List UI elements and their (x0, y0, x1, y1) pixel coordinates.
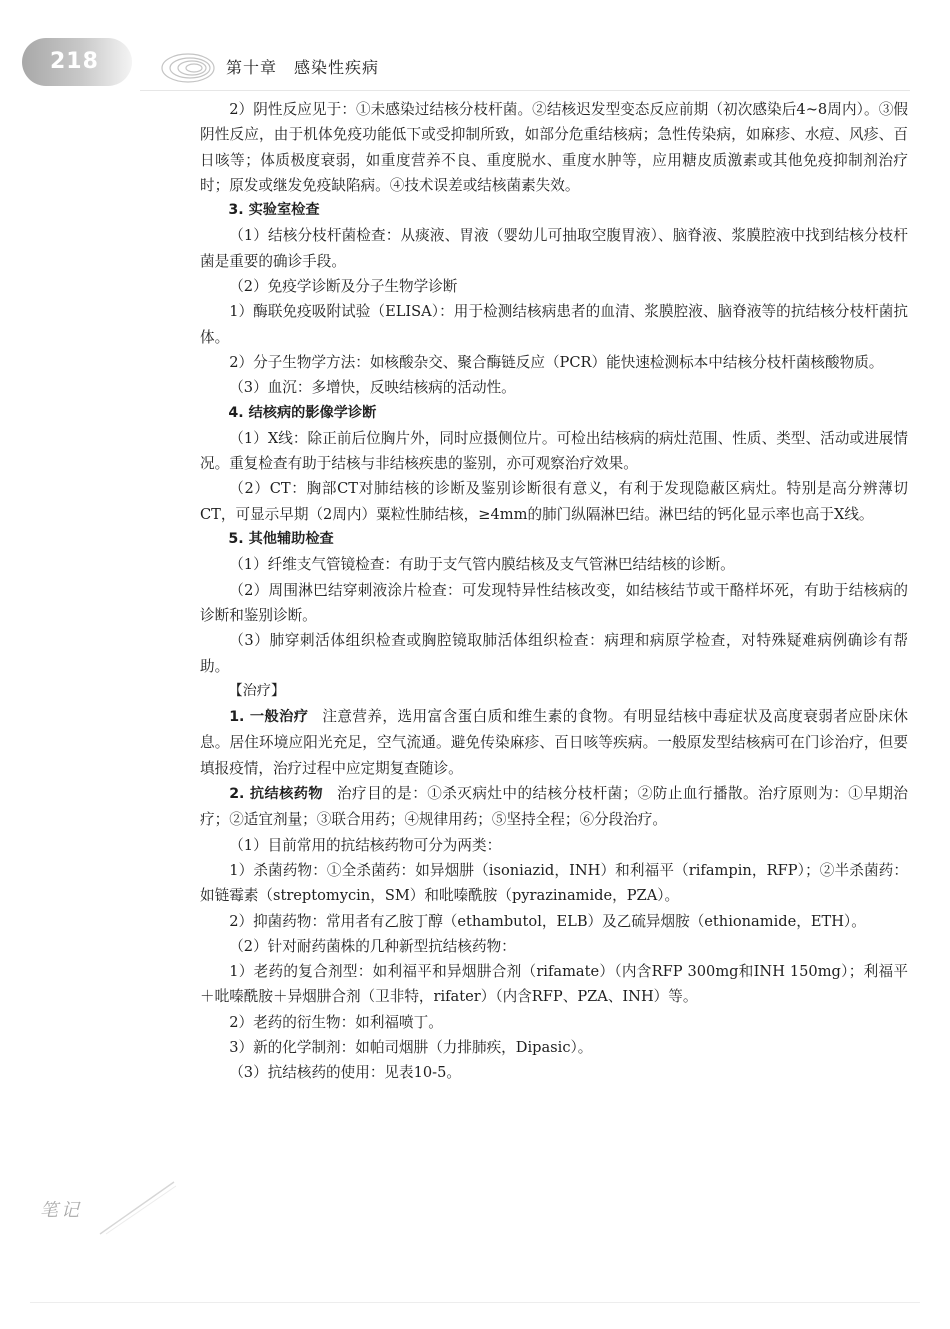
decorative-swirl-icon (156, 46, 216, 86)
paragraph: 1）酶联免疫吸附试验（ELISA）：用于检测结核病患者的血清、浆膜腔液、脑脊液等的抗结核分枝杆菌抗体。 (200, 303, 908, 346)
section-heading: 4. 结核病的影像学诊断 (228, 404, 377, 421)
notes-decoration-line (96, 1178, 178, 1236)
section-heading: 3. 实验室检查 (228, 202, 320, 219)
paragraph: （3）抗结核药的使用：见表10-5。 (229, 1064, 461, 1082)
paragraph: 1）老药的复合剂型：如利福平和异烟肼合剂（rifamate）（内含RFP 300mg和INH 150mg）；利福平＋吡嗪酰胺＋异烟肼合剂（卫非特，rifater）（内含RFP、PZA、INH）等。 (200, 963, 908, 1006)
paragraph: （1）X线：除正前后位胸片外，同时应摄侧位片。可检出结核病的病灶范围、性质、类型、活动或进展情况。重复检查有助于结核与非结核疾患的鉴别，亦可观察治疗效果。 (200, 429, 908, 473)
paragraph: （3）血沉：多增快，反映结核病的活动性。 (229, 379, 516, 397)
paragraph: （1）纤维支气管镜检查：有助于支气管内膜结核及支气管淋巴结结核的诊断。 (229, 556, 735, 574)
section-bracket-heading: 【治疗】 (228, 682, 286, 699)
paragraph: 2）老药的衍生物：如利福喷丁。 (229, 1013, 443, 1031)
paragraph: 3）新的化学制剂：如帕司烟肼（力排肺疾，Dipasic）。 (229, 1038, 593, 1056)
page-number: 218 (50, 49, 99, 74)
paragraph: （2）针对耐药菌株的几种新型抗结核药物： (229, 937, 516, 955)
bottom-divider (30, 1302, 920, 1303)
chapter-title: 第十章 感染性疾病 (226, 58, 380, 77)
notes-margin-label: 笔记 (40, 1200, 82, 1221)
inline-heading: 2. 抗结核药物 (229, 786, 323, 803)
paragraph-text: 注意营养，选用富含蛋白质和维生素的食物。有明显结核中毒症状及高度衰弱者应卧床休息。居住环境应阳光充足，空气流通。避免传染麻疹、百日咳等疾病。一般原发型结核病可在门诊治疗，但要填报疫情，治疗过程中应定期复查随诊。 (200, 708, 908, 777)
paragraph: 2）抑菌药物：常用者有乙胺丁醇（ethambutol，ELB）及乙硫异烟胺（ethionamide，ETH）。 (229, 912, 866, 930)
paragraph-text: 治疗目的是：①杀灭病灶中的结核分枝杆菌；②防止血行播散。治疗原则为：①早期治疗；②适宜剂量；③联合用药；④规律用药；⑤坚持全程；⑥分段治疗。 (200, 785, 908, 829)
page-body (200, 97, 908, 1086)
paragraph: （2）周围淋巴结穿刺液涂片检查：可发现特异性结核改变，如结核结节或干酪样坏死，有助于结核病的诊断和鉴别诊断。 (200, 581, 908, 624)
paragraph: 2）阴性反应见于：①未感染过结核分枝杆菌。②结核迟发型变态反应前期（初次感染后4~8周内）。③假阴性反应，由于机体免疫功能低下或受抑制所致，如部分危重结核病；急性传染病，如麻疹、水痘、风疹、百日咳等；体质极度衰弱，如重度营养不良、重度脱水、重度水肿等，应用糖皮质激素或其他免疫抑制剂治疗时；原发或继发免疫缺陷病。④技术误差或结核菌素失效。 (200, 101, 908, 194)
paragraph: （1）结核分枝杆菌检查：从痰液、胃液（婴幼儿可抽取空腹胃液）、脑脊液、浆膜腔液中找到结核分枝杆菌是重要的确诊手段。 (200, 227, 908, 270)
paragraph-with-heading (200, 704, 908, 781)
paragraph: （3）肺穿刺活体组织检查或胸腔镜取肺活体组织检查：病理和病原学检查，对特殊疑难病例确诊有帮助。 (200, 632, 908, 675)
header-divider (140, 90, 910, 91)
paragraph: 2）分子生物学方法：如核酸杂交、聚合酶链反应（PCR）能快速检测标本中结核分枝杆菌核酸物质。 (229, 353, 884, 371)
paragraph: 1）杀菌药物：①全杀菌药：如异烟肼（isoniazid，INH）和利福平（rifampin，RFP）；②半杀菌药：如链霉素（streptomycin，SM）和吡嗪酰胺（pyrazinamide，PZA）。 (200, 861, 908, 905)
inline-heading: 1. 一般治疗 (229, 709, 309, 726)
paragraph-with-heading (200, 781, 908, 833)
paragraph: （2）CT：胸部CT对肺结核的诊断及鉴别诊断很有意义，有利于发现隐蔽区病灶。特别是高分辨薄切CT，可显示早期（2周内）粟粒性肺结核，≥4mm的肺门纵隔淋巴结。淋巴结的钙化显示率也高于X线。 (200, 480, 908, 523)
paragraph: （1）目前常用的抗结核药物可分为两类： (229, 836, 502, 854)
paragraph: （2）免疫学诊断及分子生物学诊断 (229, 278, 458, 296)
section-heading: 5. 其他辅助检查 (228, 531, 334, 548)
